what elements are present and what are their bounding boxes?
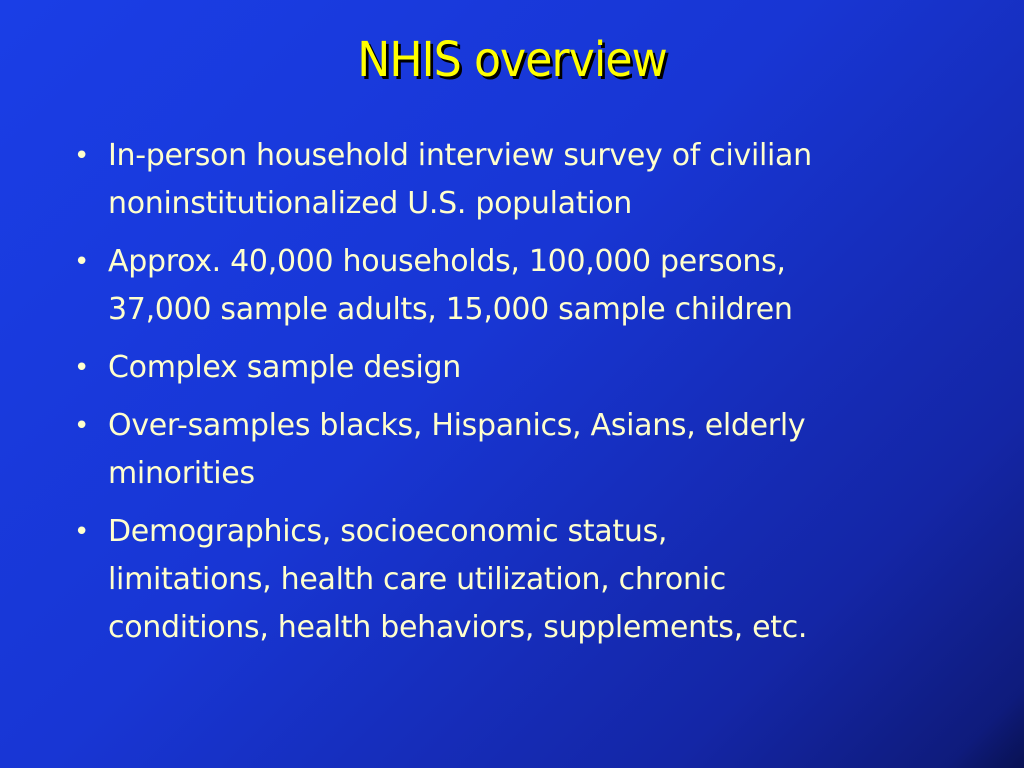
bullet-dot-icon: • (74, 141, 90, 171)
bullet-item (70, 132, 970, 228)
corner-shade (944, 688, 1024, 768)
bullet-item (70, 344, 970, 392)
bullet-dot-icon: • (74, 517, 90, 547)
bullet-list (70, 132, 970, 662)
bullet-dot-icon: • (74, 247, 90, 277)
bullet-dot-icon: • (74, 411, 90, 441)
bullet-text: In-person household interview survey of civilian noninstitutionalized U.S. population (108, 138, 812, 221)
bullet-item (70, 402, 970, 498)
bullet-text: Over-samples blacks, Hispanics, Asians, elderly minorities (108, 408, 806, 491)
bullet-text: Demographics, socioeconomic status, limitations, health care utilization, chronic conditions, health behaviors, supplements, etc. (108, 514, 808, 645)
bullet-item (70, 238, 970, 334)
bullet-text: Approx. 40,000 households, 100,000 persons, 37,000 sample adults, 15,000 sample children (108, 244, 793, 327)
slide-title: NHIS overview (357, 32, 667, 88)
bullet-dot-icon: • (74, 353, 90, 383)
bullet-text: Complex sample design (108, 350, 461, 385)
bullet-item (70, 508, 970, 652)
